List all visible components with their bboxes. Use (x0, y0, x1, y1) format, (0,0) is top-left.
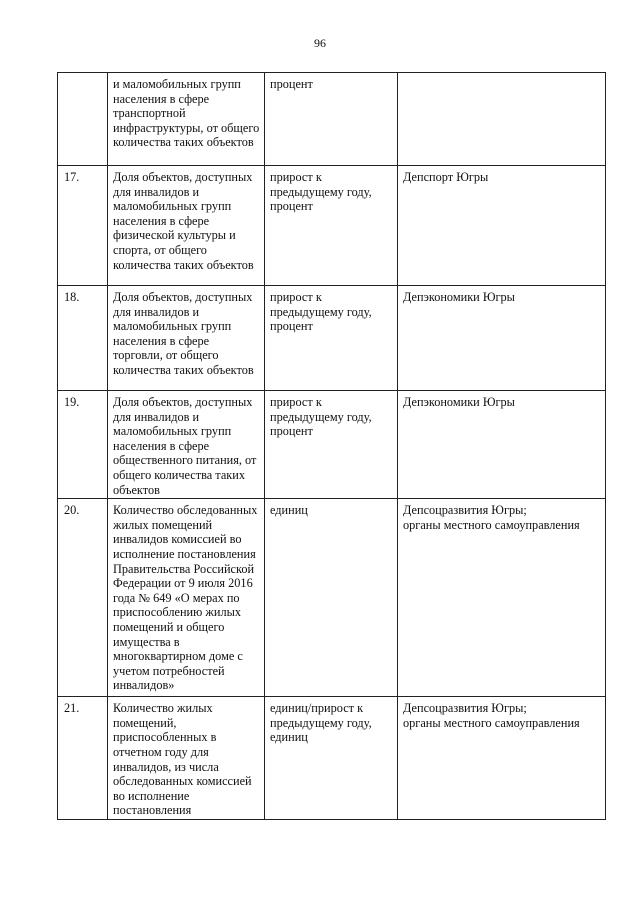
table-row (58, 166, 606, 286)
unit-of-measure: единиц/прирост к предыдущему году, единиц (265, 697, 398, 820)
responsible-body (398, 73, 606, 166)
unit-of-measure: прирост к предыдущему году, процент (265, 166, 398, 286)
unit-of-measure: прирост к предыдущему году, процент (265, 286, 398, 391)
responsible-body: Депсоцразвития Югры; органы местного самоуправления (398, 697, 606, 820)
unit-of-measure: процент (265, 73, 398, 166)
row-number: 21. (58, 697, 108, 820)
row-number: 19. (58, 391, 108, 499)
indicator-name: и маломобильных групп населения в сфере транспортной инфраструктуры, от общего количества таких объектов (108, 73, 265, 166)
indicator-name: Количество обследованных жилых помещений инвалидов комиссией во исполнение постановления Правительства Российской Федерации от 9 июля 2016 года № 649 «О мерах по приспособлению жилых помещений и общего имущества в многоквартирном доме с учетом потребностей инвалидов» (108, 499, 265, 697)
indicators-table (57, 72, 606, 820)
page-number: 96 (314, 36, 326, 50)
indicator-name: Доля объектов, доступных для инвалидов и маломобильных групп населения в сфере торговли, от общего количества таких объектов (108, 286, 265, 391)
responsible-body: Депсоцразвития Югры; органы местного самоуправления (398, 499, 606, 697)
indicator-name: Доля объектов, доступных для инвалидов и маломобильных групп населения в сфере физической культуры и спорта, от общего количества таких объектов (108, 166, 265, 286)
table-row (58, 391, 606, 499)
responsible-body: Депспорт Югры (398, 166, 606, 286)
table-row (58, 499, 606, 697)
row-number: 20. (58, 499, 108, 697)
indicator-name: Количество жилых помещений, приспособленных в отчетном году для инвалидов, из числа обследованных комиссией во исполнение постановления (108, 697, 265, 820)
row-number: 18. (58, 286, 108, 391)
table-row (58, 73, 606, 166)
row-number (58, 73, 108, 166)
responsible-body: Депэкономики Югры (398, 391, 606, 499)
indicator-name: Доля объектов, доступных для инвалидов и маломобильных групп населения в сфере общественного питания, от общего количества таких объектов (108, 391, 265, 499)
responsible-body: Депэкономики Югры (398, 286, 606, 391)
table-row (58, 286, 606, 391)
unit-of-measure: единиц (265, 499, 398, 697)
unit-of-measure: прирост к предыдущему году, процент (265, 391, 398, 499)
row-number: 17. (58, 166, 108, 286)
table-row (58, 697, 606, 820)
